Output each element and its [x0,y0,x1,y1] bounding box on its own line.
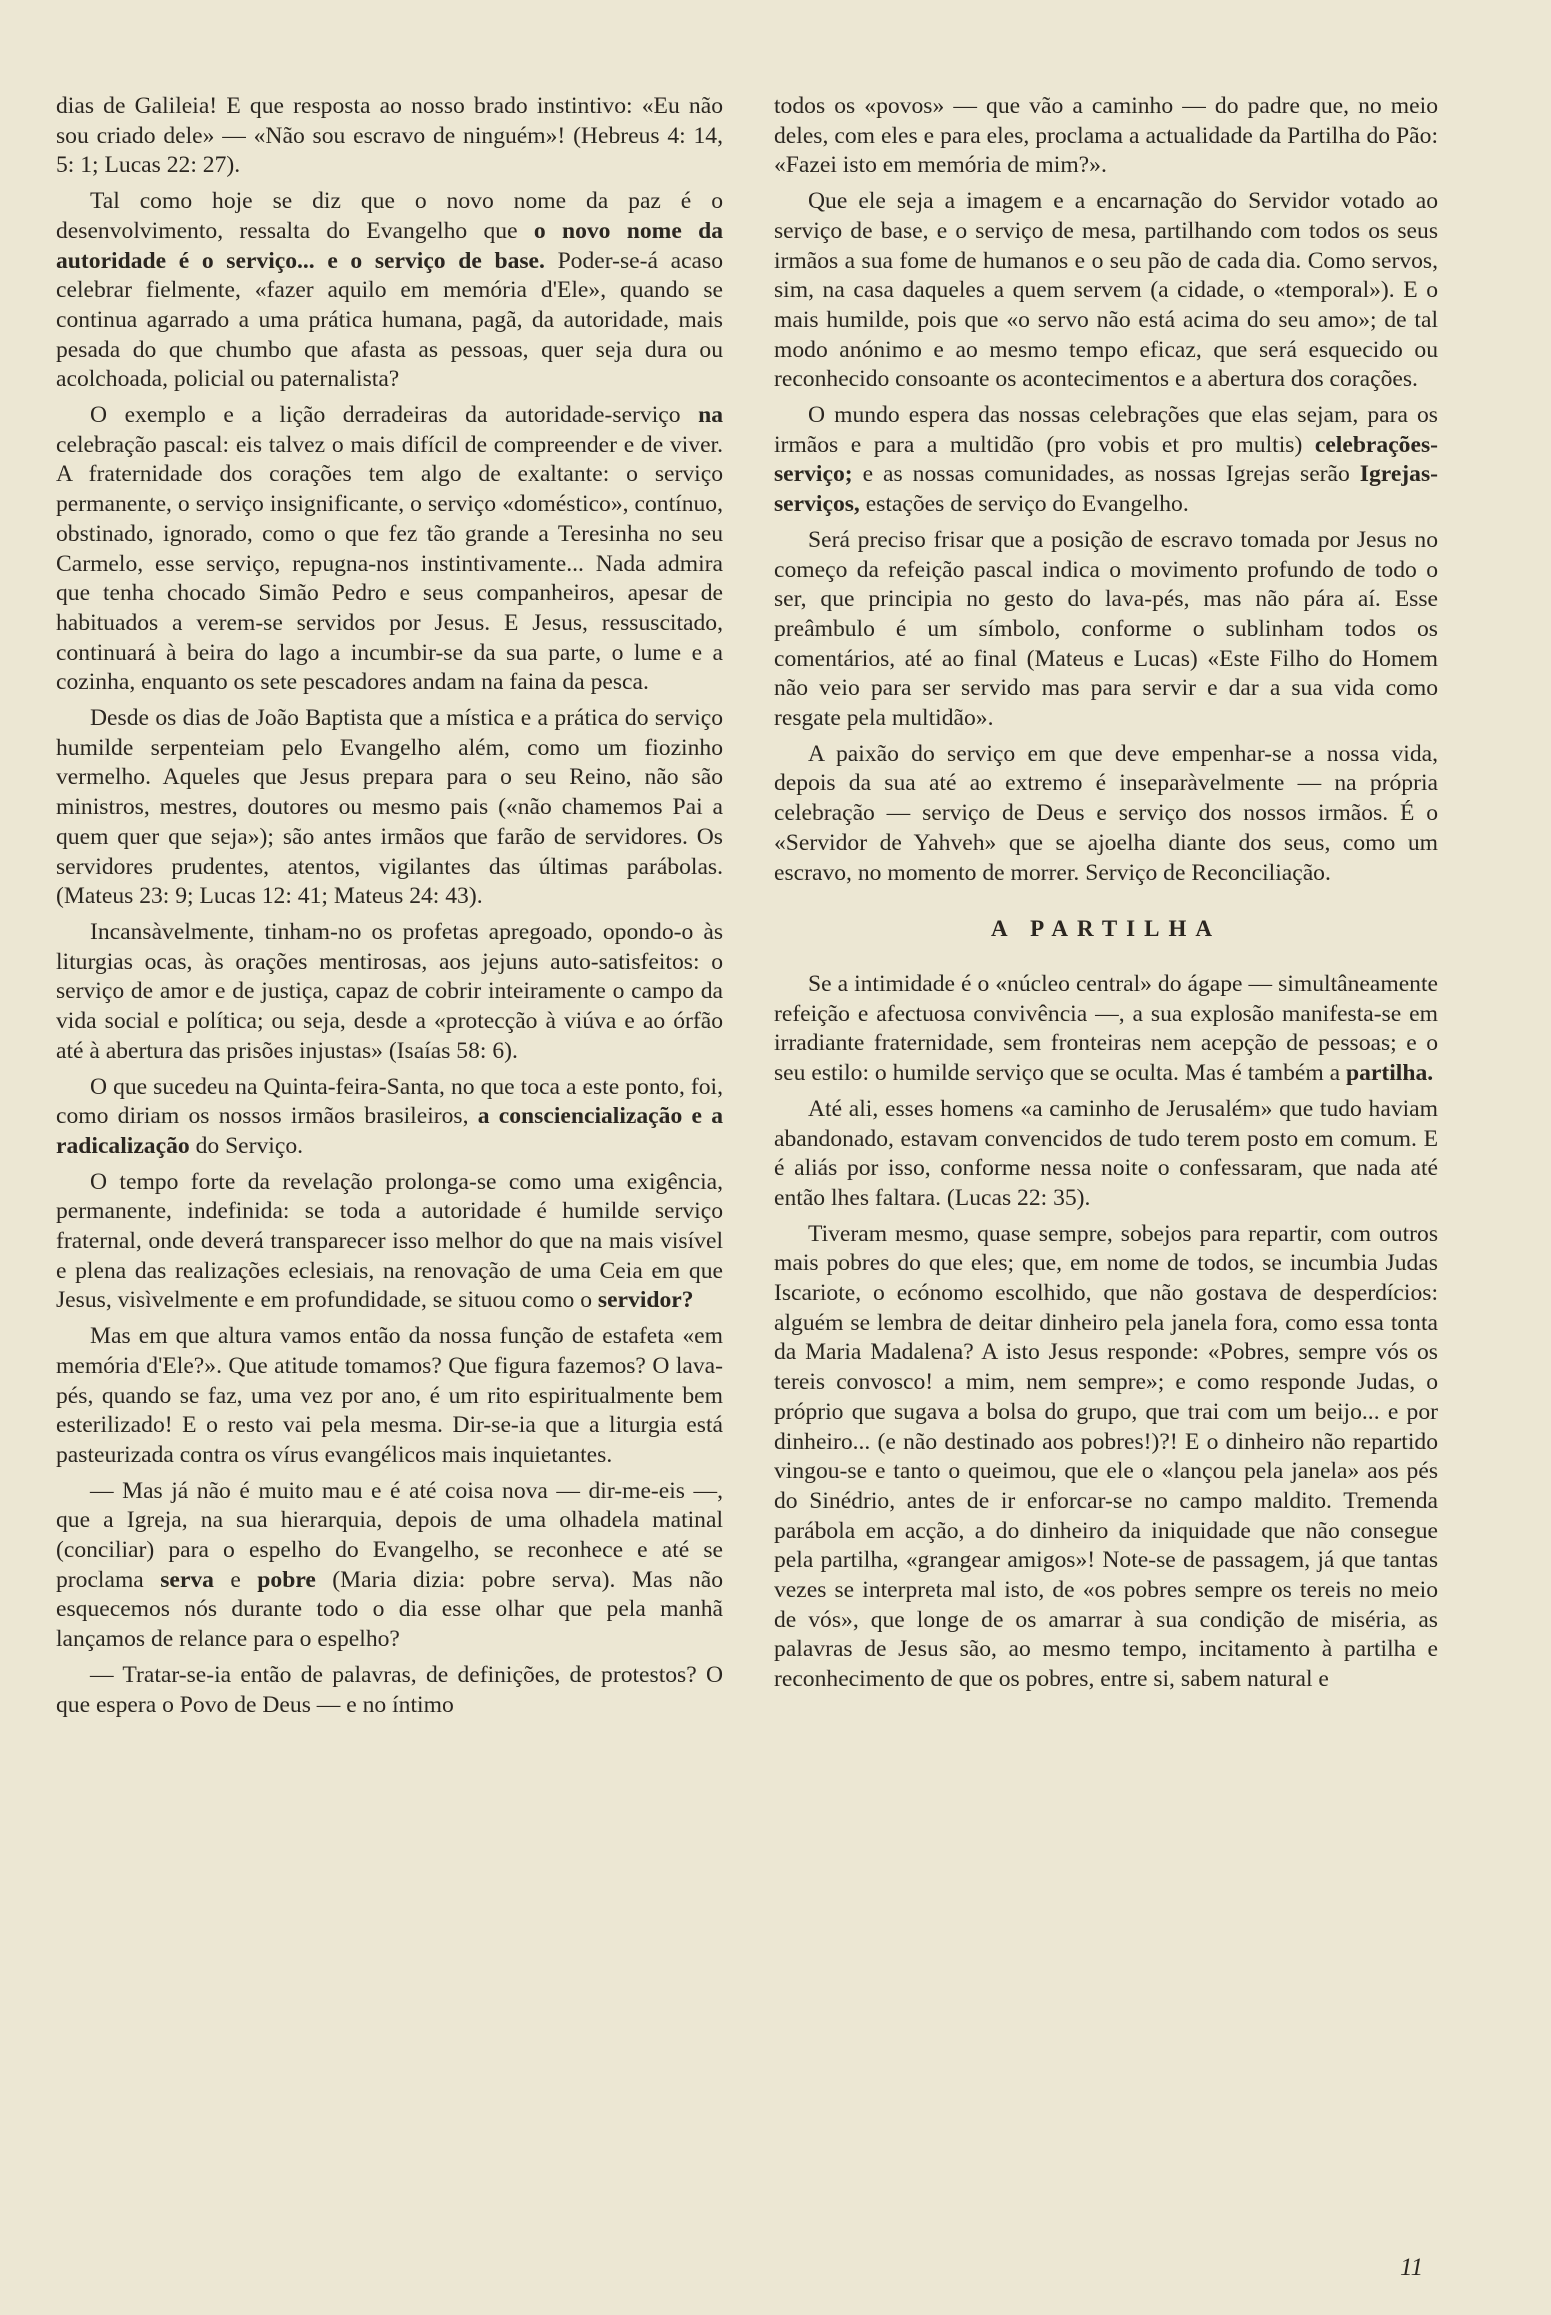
text-run: celebração pascal: eis talvez o mais difícil de compreender e de viver. A fraternidade dos corações tem algo de exaltante: o serviço permanente, o serviço insignificante, o serviço «doméstico», contínuo, obstinado, ignorado, como o que fez tão grande a Teresinha no seu Carmelo, esse serviço, repugna-nos instintivamente... Nada admira que tenha chocado Simão Pedro e seus companheiros, apesar de habituados a verem-se servidos por Jesus. E Jesus, ressuscitado, continuará à beira do lago a incumbir-se da sua parte, o lume e a cozinha, enquanto os sete pescadores andam na faina da pesca. [56,431,723,696]
text-run: do Serviço. [189,1132,304,1159]
bold-text: Igrejas-serviços, [774,461,1438,518]
paragraph: todos os «povos» — que vão a caminho — do padre que, no meio deles, com eles e para eles, proclama a actualidade da Partilha do Pão: «Fazei isto em memória de mim?». [774,93,1438,179]
bold-text: a consciencialização e a radicalização [56,1103,723,1159]
paragraph: Mas em que altura vamos então da nossa função de estafeta «em memória d'Ele?». Que atitude tomamos? Que figura fazemos? O lava-pés, quando se faz, uma vez por ano, é um rito espiritualmente bem esterilizado! E o resto vai pela mesma. Dir-se-ia que a liturgia está pasteurizada contra os vírus evangélicos mais inquietantes. [56,1323,723,1468]
text-run: Tal como hoje se diz que o novo nome da paz é o desenvolvimento, ressalta do Evangelho que [56,188,723,244]
paragraph: A paixão do serviço em que deve empenhar-se a nossa vida, depois da sua até ao extremo é inseparàvelmente — na própria celebração — serviço de Deus e serviço dos nossos irmãos. É o «Servidor de Yahveh» que se ajoelha diante dos seus, como um escravo, no momento de morrer. Serviço de Reconciliação. [774,740,1438,886]
paragraph: Desde os dias de João Baptista que a mística e a prática do serviço humilde serpenteiam pelo Evangelho além, como um fiozinho vermelho. Aqueles que Jesus prepara para o seu Reino, não são ministros, mestres, doutores ou mesmo pais («não chamemos Pai a quem quer que seja»); são antes irmãos que farão de servidores. Os servidores prudentes, atentos, vigilantes das últimas parábolas. (Mateus 23: 9; Lucas 12: 41; Mateus 24: 43). [56,705,723,910]
bold-text: partilha. [1346,1060,1434,1087]
bold-text: serva [160,1566,214,1593]
bold-text: celebrações-serviço; [774,431,1438,488]
text-run: e [213,1566,258,1593]
paragraph [56,1073,723,1162]
paragraph [56,401,723,698]
paragraph: Tiveram mesmo, quase sempre, sobejos para repartir, com outros mais pobres do que eles; que, em nome de todos, se incumbia Judas Iscariote, o ecónomo escolhido, que não gostava de desperdícios: alguém se lembra de deitar dinheiro pela janela fora, como essa tonta da Maria Madalena? A isto Jesus responde: «Pobres, sempre vós os tereis convosco! a mim, nem sempre»; e como responde Judas, o próprio que sugava a bolsa do grupo, que trai com um beijo... e por dinheiro... (e não destinado aos pobres!)?! E o dinheiro não repartido vingou-se e tanto o queimou, que ele o «lançou pela janela» aos pés do Sinédrio, antes de ir enforcar-se no campo maldito. Tremenda parábola em acção, a do dinheiro da iniquidade que não consegue pela partilha, «grangear amigos»! Note-se de passagem, já que tantas vezes se interpreta mal isto, de «os pobres sempre os tereis no meio de vós», que longe de os amarrar à sua condição de miséria, as palavras de Jesus são, ao mesmo tempo, incitamento à partilha e reconhecimento de que os pobres, entre si, sabem natural e [774,1220,1438,1693]
paragraph [56,187,723,395]
paragraph: — Tratar-se-ia então de palavras, de definições, de protestos? O que espera o Povo de Deus — e no íntimo [56,1661,723,1718]
text-run: Poder-se-á acaso celebrar fielmente, «fazer aquilo em memória d'Ele», quando se continua agarrado a uma prática humana, pagã, da autoridade, mais pesada do que chumbo que afasta as pessoas, quer seja dura ou acolchoada, policial ou paternalista? [56,247,724,393]
section-title: A PARTILHA [991,916,1221,942]
bold-text: o novo nome da autoridade é o serviço... e o serviço de base. [56,217,724,274]
right-column [774,92,1438,1701]
paragraph [56,1477,723,1655]
text-run: O que sucedeu na Quinta-feira-Santa, no que toca a este ponto, foi, como diriam os nossos irmãos brasileiros, [56,1073,723,1130]
paragraph [56,1168,723,1317]
paragraph [774,970,1438,1089]
paragraph [774,401,1438,520]
text-run: O tempo forte da revelação prolonga-se como uma exigência, permanente, indefinida: se toda a autoridade é humilde serviço fraternal, onde deverá transparecer isso melhor do que na mais visível e plena das realizações eclesiais, na renovação de uma Ceia em que Jesus, visìvelmente e em profundidade, se situou como o [56,1168,723,1314]
paragraph: Até ali, esses homens «a caminho de Jerusalém» que tudo haviam abandonado, estavam convencidos de tudo terem posto em comum. E é aliás por isso, conforme nessa noite o confessaram, que nada até então lhes faltara. (Lucas 22: 35). [774,1095,1438,1211]
text-run: — Mas já não é muito mau e é até coisa nova — dir-me-eis —, que a Igreja, na sua hierarquia, depois de uma olhadela matinal (conciliar) para o espelho do Evangelho, se reconhece e até se proclama [56,1477,723,1593]
paragraph: Incansàvelmente, tinham-no os profetas apregoado, opondo-o às liturgias ocas, às orações mentirosas, aos jejuns auto-satisfeitos: o serviço de amor e de justiça, capaz de cobrir inteiramente o campo da vida social e política; ou seja, desde a «protecção à viúva e ao órfão até à abertura das prisões injustas» (Isaías 58: 6). [56,918,723,1064]
bold-text: pobre [257,1566,316,1593]
left-column [56,92,723,1726]
text-run: (Maria dizia: pobre serva). Mas não esquecemos nós durante todo o dia esse olhar que pela manhã lançamos de relance para o espelho? [56,1566,723,1653]
page-number: 11 [1400,2254,1424,2281]
text-run: estações de serviço do Evangelho. [859,491,1189,518]
bold-text: na [698,402,723,429]
bold-text: servidor? [597,1287,694,1314]
text-run: O exemplo e a lição derradeiras da autoridade-serviço [90,402,699,429]
paragraph: dias de Galileia! E que resposta ao nosso brado instintivo: «Eu não sou criado dele» — «Não sou escravo de ninguém»! (Hebreus 4: 14, 5: 1; Lucas 22: 27). [56,93,723,179]
text-run: e as nossas comunidades, as nossas Igrejas serão [852,461,1360,488]
text-run: Se a intimidade é o «núcleo central» do ágape — simultâneamente refeição e afectuosa convivência —, a sua explosão manifesta-se em irradiante fraternidade, sem fronteiras nem acepção de pessoas; e o seu estilo: o humilde serviço que se oculta. Mas é também a [774,970,1438,1087]
paragraph: Que ele seja a imagem e a encarnação do Servidor votado ao serviço de base, e o serviço de mesa, partilhando com todos os seus irmãos a sua fome de humanos e o seu pão de cada dia. Como servos, sim, na casa daqueles a quem servem (a cidade, o «temporal»). E o mais humilde, pois que «o servo não está acima do seu amo»; de tal modo anónimo e ao mesmo tempo eficaz, que será esquecido ou reconhecido consoante os acontecimentos e a abertura dos corações. [774,188,1438,393]
text-run: O mundo espera das nossas celebrações que elas sejam, para os irmãos e para a multidão (pro vobis et pro multis) [774,402,1438,458]
paragraph: Será preciso frisar que a posição de escravo tomada por Jesus no começo da refeição pascal indica o movimento profundo de todo o ser, que principia no gesto do lava-pés, mas não pára aí. Esse preâmbulo é um símbolo, conforme o sublinham todos os comentários, até ao final (Mateus e Lucas) «Este Filho do Homem não veio para ser servido mas para servir e dar a sua vida como resgate pela multidão». [774,526,1438,732]
